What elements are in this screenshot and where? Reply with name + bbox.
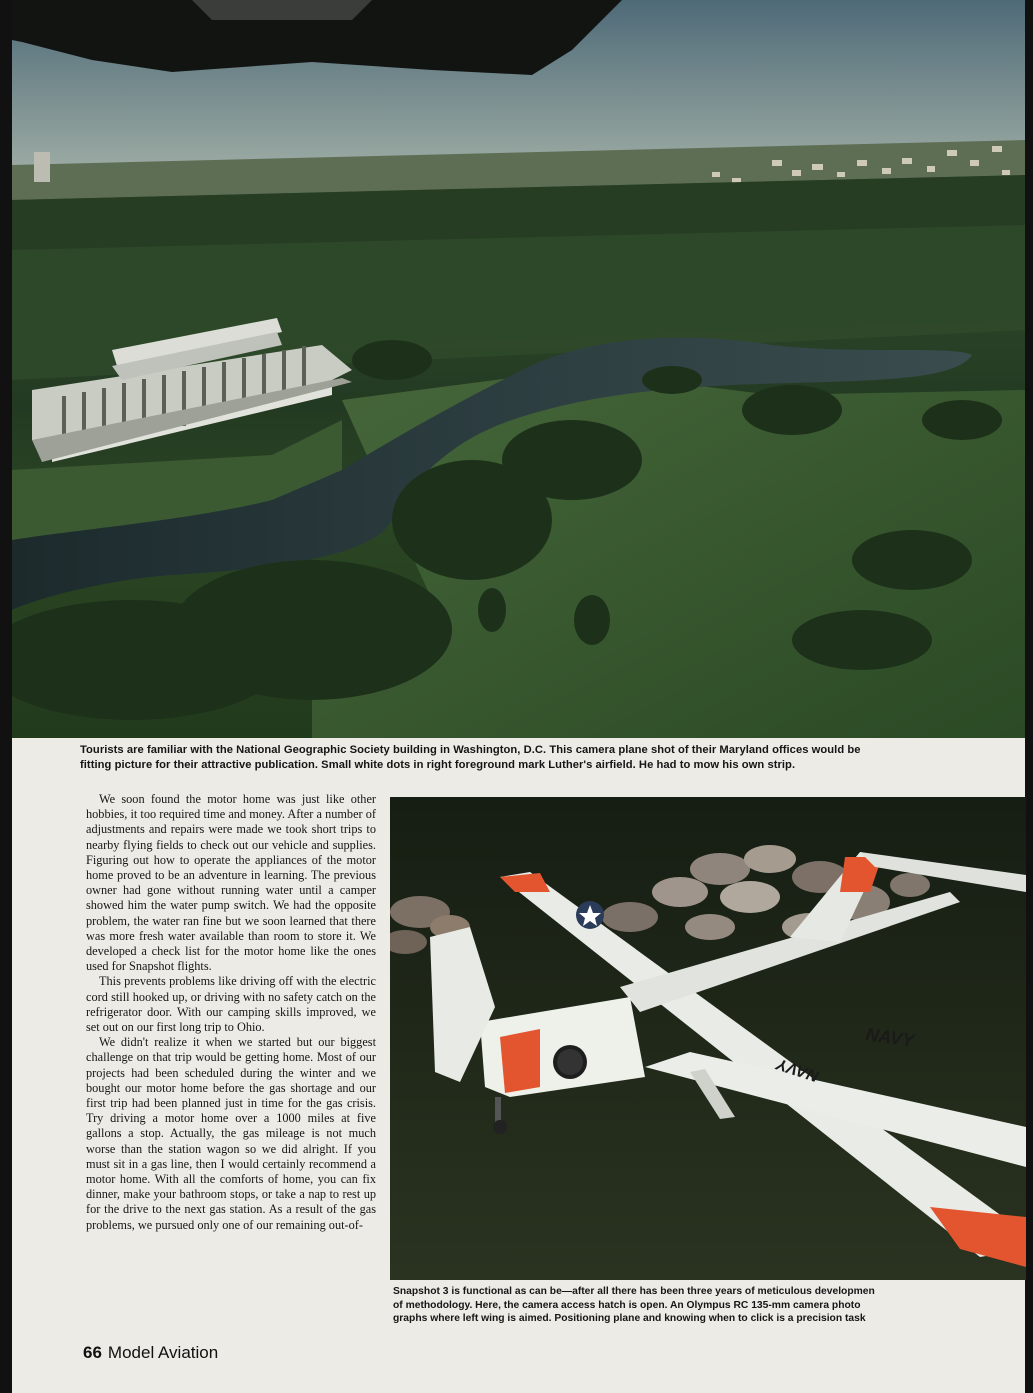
scan-border-right xyxy=(1025,0,1033,1393)
body-paragraph: We didn't realize it when we started but our biggest challenge on that trip would be getting home. Most of our projects had been scheduled during the winter and we bought our motor home before the gas shortage and our first trip had been planned just in time for the gas crisis. Try driving a motor home over a 1000 miles at five gallons a stop. Actually, the gas mileage is not much worse than the station wagon so we did alright. If you must sit in a gas line, then I would certainly recommend a motor home. With all the comforts of home, you can fix dinner, make your bathroom stops, or take a nap to rest up for the drive to the next gas station. As a result of the gas problems, we pursued only one of our remaining out-of- xyxy=(86,1035,376,1232)
page-number: 66 xyxy=(83,1343,102,1362)
scan-border-left xyxy=(0,0,12,1393)
plane-photo-drawing xyxy=(390,797,1026,1280)
plane-caption-line-3: graphs where left wing is aimed. Positioning plane and knowing when to click is a precision task xyxy=(393,1313,866,1325)
page-folio xyxy=(83,1343,218,1363)
body-paragraph: We soon found the motor home was just like other hobbies, it too required time and money. After a number of adjustments and repairs were made we took short trips to nearby flying fields to check out our vehicle and supplies. Figuring out how to operate the appliances of the motor home proved to be an adventure in learning. The previous owner had gone without running water until a camper showed him the water pump switch. We had the opposite problem, the water ran fine but we soon learned that there was more fresh water available than room to store it. We developed a check list for the motor home like the ones used for Snapshot flights. xyxy=(86,792,376,974)
plane-caption xyxy=(393,1285,993,1326)
plane-caption-line-2: of methodology. Here, the camera access hatch is open. An Olympus RC 135-mm camera photo xyxy=(393,1299,861,1311)
article-body xyxy=(86,792,376,1337)
aerial-caption-line-1: Tourists are familiar with the National Geographic Society building in Washington, D.C. This camera plane shot of their Maryland offices would be xyxy=(80,744,861,756)
aerial-caption-line-2: fitting picture for their attractive publication. Small white dots in right foreground mark Luther's airfield. He had to mow his own strip. xyxy=(80,758,796,771)
plane-photo xyxy=(390,797,1026,1280)
aerial-photo xyxy=(12,0,1025,738)
aerial-photo-drawing xyxy=(12,0,1025,738)
wing-navy-text-inverted: NAVY xyxy=(774,1054,822,1085)
plane-caption-line-1: Snapshot 3 is functional as can be—after all there has been three years of meticulous developmen xyxy=(393,1286,875,1297)
publication-name: Model Aviation xyxy=(107,1343,219,1362)
wing-navy-text: NAVY xyxy=(864,1024,916,1051)
aerial-caption xyxy=(80,743,1010,772)
body-paragraph: This prevents problems like driving off with the electric cord still hooked up, or driving with no safety catch on the refrigerator door. With our camping skills improved, we set out on our first long trip to Ohio. xyxy=(86,974,376,1035)
